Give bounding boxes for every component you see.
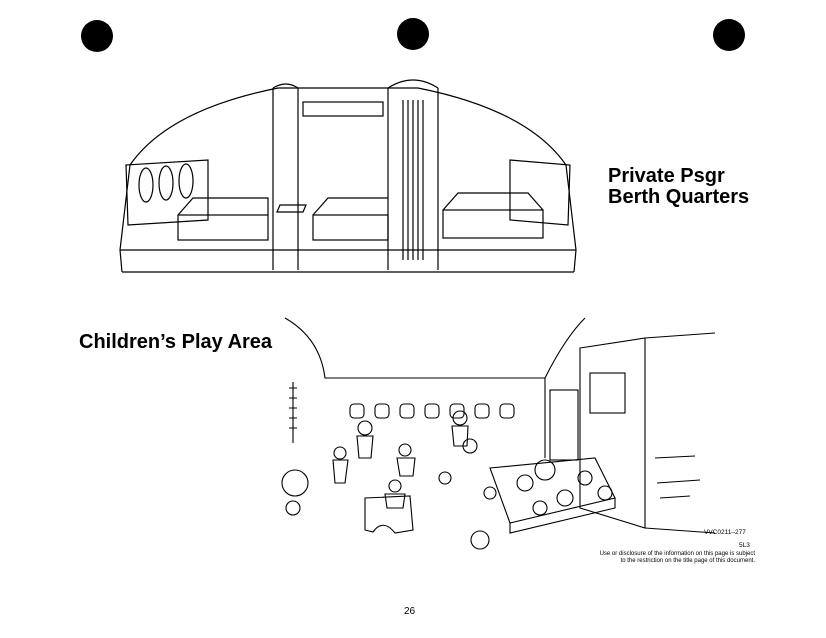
berth-title-line2: Berth Quarters bbox=[608, 186, 750, 208]
drawing-code: VVC0211–277 bbox=[704, 529, 746, 536]
binder-hole bbox=[81, 20, 113, 52]
disclosure-notice bbox=[560, 551, 755, 565]
play-area-illustration bbox=[245, 318, 715, 558]
binder-hole bbox=[397, 18, 429, 50]
play-area-title: Children’s Play Area bbox=[79, 331, 273, 353]
sheet-code: 5L3 bbox=[739, 542, 750, 549]
binder-hole bbox=[713, 19, 745, 51]
page-number: 26 bbox=[404, 606, 416, 617]
berth-quarters-title bbox=[608, 166, 808, 208]
notice-line1: Use or disclosure of the information on this page is subject bbox=[599, 551, 755, 557]
berth-title-line1: Private Psgr bbox=[608, 165, 725, 187]
notice-line2: to the restriction on the title page of this document. bbox=[620, 557, 755, 564]
berth-quarters-illustration bbox=[108, 80, 588, 280]
